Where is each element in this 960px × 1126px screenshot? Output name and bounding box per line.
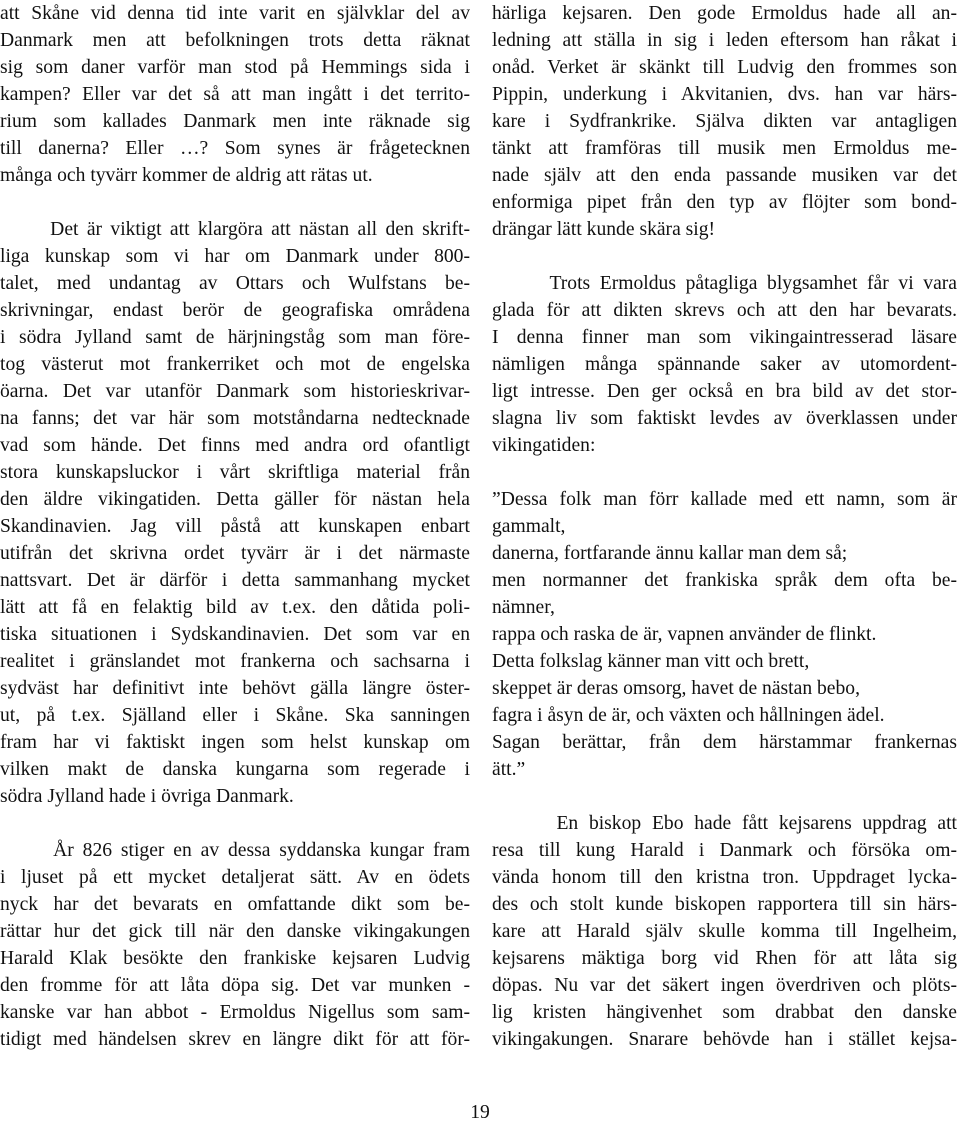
text-line: enformiga pipet från den typ av flöjter som bond- (492, 192, 957, 213)
text-line: danerna, fortfarande ännu kallar man dem så; (492, 543, 848, 564)
text-line: vikingatiden: (492, 435, 596, 456)
text-line: Skandinavien. Jag vill påstå att kunskapen enbart (0, 516, 470, 537)
text-line: men normanner det frankiska språk dem ofta be- (492, 570, 957, 591)
text-line: nämligen många spännande saker av utomordent- (492, 354, 957, 375)
text-line: onåd. Verket är skänkt till Ludvig den frommes son (492, 57, 957, 78)
text-line: gammalt, (492, 516, 566, 537)
text-line: i södra Jylland samt de härjningståg som man före- (0, 327, 470, 348)
text-line: många och tyvärr kommer de aldrig att rätas ut. (0, 165, 373, 186)
text-line: sydväst har definitivt inte behövt gälla längre öster- (0, 678, 470, 699)
text-line: drängar lätt kunde skära sig! (492, 219, 716, 240)
text-line: kare att Harald själv skulle komma till Ingelheim, (492, 921, 957, 942)
text-line: vilken makt de danska kungarna som regerade i (0, 759, 470, 780)
text-line: Pippin, underkung i Akvitanien, dvs. han var härs- (492, 84, 957, 105)
left-column (0, 0, 470, 1053)
text-line: des och stolt kunde biskopen rapportera till sin härs- (492, 894, 957, 915)
text-line: kare i Sydfrankrike. Själva dikten var antagligen (492, 111, 957, 132)
text-line: tog västerut mot frankerriket och mot de engelska (0, 354, 470, 375)
text-line: rappa och raska de är, vapnen använder de flinkt. (492, 624, 877, 645)
text-line: skrivningar, endast berör de geografiska områdena (0, 300, 470, 321)
text-line: öarna. Det var utanför Danmark som historieskrivar- (0, 381, 470, 402)
text-line: vad som hände. Det finns med andra ord ofantligt (0, 435, 470, 456)
text-line: na fanns; det var här som motståndarna nedtecknade (0, 408, 470, 429)
paragraph-gap (0, 189, 470, 216)
right-column (492, 0, 957, 1053)
text-line: Det är viktigt att klargöra att nästan all den skrift- (0, 219, 470, 240)
text-line: rättar hur det gick till när den danske vikingakungen (0, 921, 470, 942)
text-line: En biskop Ebo hade fått kejsarens uppdrag att (492, 813, 957, 834)
text-line: utifrån det skrivna ordet tyvärr är i det närmaste (0, 543, 470, 564)
text-line: Trots Ermoldus påtagliga blygsamhet får vi vara (492, 273, 957, 294)
text-line: glada för att dikten skrevs och att den har bevarats. (492, 300, 957, 321)
text-line: rium som kallades Danmark men inte räknade sig (0, 111, 470, 132)
text-line: resa till kung Harald i Danmark och försöka om- (492, 840, 957, 861)
text-line: döpas. Nu var det säkert ingen överdriven och plöts- (492, 975, 957, 996)
paragraph-gap (492, 459, 957, 486)
text-line: I denna finner man som vikingaintresserad läsare (492, 327, 957, 348)
text-line: ledning att ställa in sig i leden eftersom han råkat i (492, 30, 957, 51)
text-line: nyck har det bevarats en omfattande dikt som be- (0, 894, 470, 915)
text-line: nade själv att den enda passande musiken var det (492, 165, 957, 186)
paragraph-gap (492, 783, 957, 810)
text-line: fram har vi faktiskt ingen som helst kunskap om (0, 732, 470, 753)
text-line: att Skåne vid denna tid inte varit en självklar del av (0, 3, 470, 24)
paragraph-gap (0, 810, 470, 837)
text-line: den äldre vikingatiden. Detta gäller för nästan hela (0, 489, 470, 510)
text-line: ”Dessa folk man förr kallade med ett namn, som är (492, 489, 957, 510)
text-line: ätt.” (492, 759, 526, 780)
text-line: i ljuset på ett mycket detaljerat sätt. Av en ödets (0, 867, 470, 888)
text-line: Harald Klak besökte den frankiske kejsaren Ludvig (0, 948, 470, 969)
text-line: till danerna? Eller …? Som synes är frågetecknen (0, 138, 470, 159)
text-line: tiska situationen i Sydskandinavien. Det som var en (0, 624, 470, 645)
text-line: talet, med undantag av Ottars och Wulfstans be- (0, 273, 470, 294)
text-line: nattsvart. Det är därför i detta sammanhang mycket (0, 570, 470, 591)
text-line: den fromme för att låta döpa sig. Det var munken - (0, 975, 470, 996)
text-line: kanske var han abbot - Ermoldus Nigellus som sam- (0, 1002, 470, 1023)
text-line: ligt intresse. Den ger också en bra bild av det stor- (492, 381, 957, 402)
text-line: Danmark men att befolkningen trots detta räknat (0, 30, 470, 51)
text-line: ut, på t.ex. Själland eller i Skåne. Ska sanningen (0, 705, 470, 726)
text-line: tänkt att framföras till musik men Ermoldus me- (492, 138, 957, 159)
text-line: tidigt med händelsen skrev en längre dikt för att för- (0, 1029, 470, 1050)
text-line: Sagan berättar, från dem härstammar frankernas (492, 732, 957, 753)
text-line: härliga kejsaren. Den gode Ermoldus hade all an- (492, 3, 957, 24)
text-line: kejsarens mäktiga borg vid Rhen för att låta sig (492, 948, 957, 969)
text-line: skeppet är deras omsorg, havet de nästan bebo, (492, 678, 860, 699)
text-line: sig som daner varför man stod på Hemmings sida i (0, 57, 470, 78)
text-line: kampen? Eller var det så att man ingått i det territo- (0, 84, 470, 105)
text-line: slagna liv som faktiskt levdes av överklassen under (492, 408, 957, 429)
text-line: vända honom till den kristna tron. Uppdraget lycka- (492, 867, 957, 888)
text-line: stora kunskapsluckor i vårt skriftliga material från (0, 462, 470, 483)
text-line: Detta folkslag känner man vitt och brett, (492, 651, 810, 672)
paragraph-gap (492, 243, 957, 270)
text-line: vikingakungen. Snarare behövde han i stället kejsa- (492, 1029, 957, 1050)
text-line: realitet i gränslandet mot frankerna och sachsarna i (0, 651, 470, 672)
text-line: År 826 stiger en av dessa syddanska kungar fram (0, 840, 470, 861)
page-number: 19 (470, 1102, 490, 1123)
text-line: nämner, (492, 597, 555, 618)
text-line: lig kristen hängivenhet som drabbat den danske (492, 1002, 957, 1023)
text-line: liga kunskap som vi har om Danmark under 800- (0, 246, 470, 267)
text-line: lätt att få en felaktig bild av t.ex. den dåtida poli- (0, 597, 470, 618)
text-line: fagra i åsyn de är, och växten och hållningen ädel. (492, 705, 885, 726)
text-line: södra Jylland hade i övriga Danmark. (0, 786, 294, 807)
